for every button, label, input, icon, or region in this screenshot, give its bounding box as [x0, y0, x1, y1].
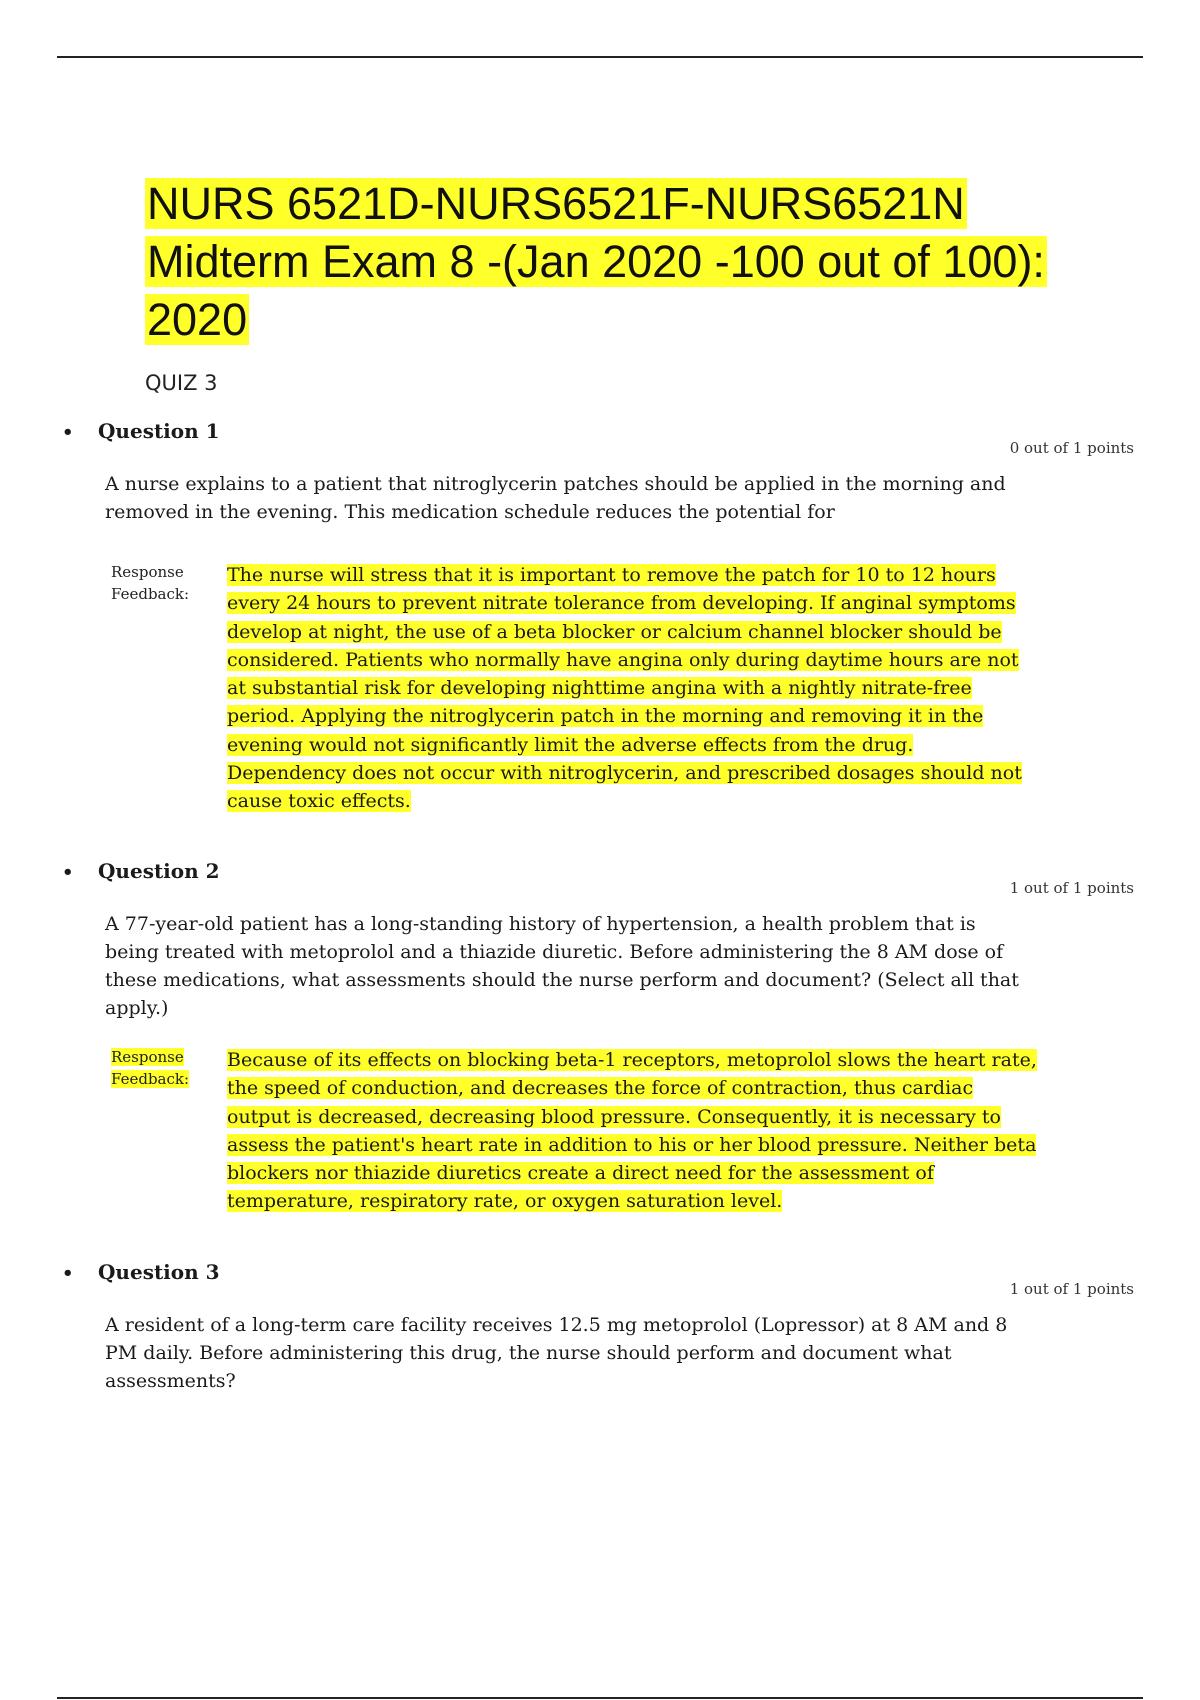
question-1-feedback-label: Response Feedback:	[111, 563, 190, 603]
question-1-points: 0 out of 1 points	[1009, 439, 1134, 457]
bullet-icon: •	[62, 862, 74, 883]
top-rule	[57, 56, 1143, 58]
question-2-feedback	[227, 1046, 1037, 1216]
question-2-feedback-text: Because of its effects on blocking beta-1 receptors, metoprolol slows the heart rate, the speed of conduction, and decreases the force of contraction, thus cardiac output is decreased, decreasing blood pressure. Consequently, it is necessary to assess the patient's heart rate in addition to his or her blood pressure. Neither beta blockers nor thiazide diuretics create a direct need for the assessment of temperature, respiratory rate, or oxygen saturation level.	[227, 1049, 1037, 1213]
question-1-text: A nurse explains to a patient that nitroglycerin patches should be applied in the morning and removed in the evening. This medication schedule reduces the potential for	[105, 473, 1006, 523]
bullet-icon: •	[62, 422, 74, 443]
bullet-icon: •	[62, 1263, 74, 1284]
question-2-feedback-label-text: Response Feedback:	[111, 1048, 190, 1088]
question-2-text: A 77-year-old patient has a long-standing history of hypertension, a health problem that is being treated with metoprolol and a thiazide diuretic. Before administering the 8 AM dose of these medications, what assessments should the nurse perform and document? (Select all that apply.)	[105, 913, 1019, 1019]
document-title-text: NURS 6521D-NURS6521F-NURS6521N Midterm Exam 8 -(Jan 2020 -100 out of 100): 2020	[147, 178, 1045, 345]
question-3-heading	[62, 1259, 220, 1287]
question-3-points: 1 out of 1 points	[1009, 1280, 1134, 1298]
question-3-text: A resident of a long-term care facility receives 12.5 mg metoprolol (Lopressor) at 8 AM and 8 PM daily. Before administering this drug, the nurse should perform and document what assessments?	[105, 1314, 1008, 1392]
question-1-feedback-text: The nurse will stress that it is important to remove the patch for 10 to 12 hours every 24 hours to prevent nitrate tolerance from developing. If anginal symptoms develop at night, the use of a beta blocker or calcium channel blocker should be considered. Patients who normally have angina only during daytime hours are not at substantial risk for developing nighttime angina with a nightly nitrate-free period. Applying the nitroglycerin patch in the morning and removing it in the evening would not significantly limit the adverse effects from the drug. Dependency does not occur with nitroglycerin, and prescribed dosages should not cause toxic effects.	[227, 564, 1022, 813]
question-2-points: 1 out of 1 points	[1009, 879, 1134, 897]
question-2-label: Question 2	[98, 859, 220, 883]
question-3-label: Question 3	[98, 1260, 220, 1284]
question-1-label: Question 1	[98, 419, 220, 443]
bottom-rule	[57, 1697, 1143, 1699]
question-2-heading	[62, 858, 220, 886]
quiz-subtitle: QUIZ 3	[145, 371, 218, 395]
question-1-feedback	[227, 561, 1037, 816]
document-title	[145, 175, 1105, 349]
question-1-heading	[62, 418, 220, 446]
question-2-feedback-label	[111, 1046, 211, 1090]
